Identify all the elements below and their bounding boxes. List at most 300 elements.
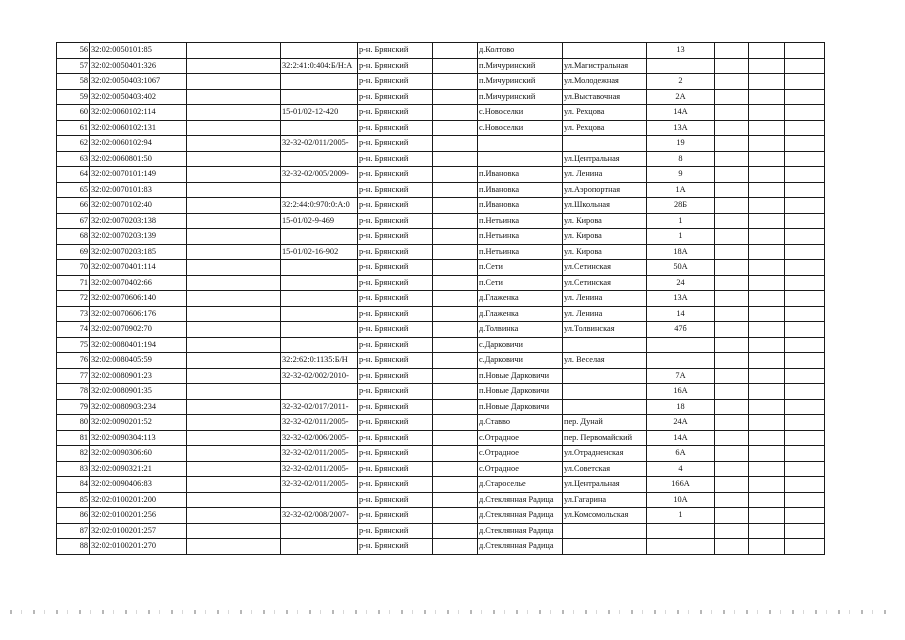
row-number: 75 [57, 337, 90, 353]
street [563, 399, 647, 415]
empty-cell [715, 151, 749, 167]
empty-cell [187, 446, 281, 462]
empty-cell [715, 244, 749, 260]
street [563, 539, 647, 555]
empty-cell [433, 461, 478, 477]
empty-cell [749, 74, 785, 90]
district: р-н. Брянский [358, 446, 433, 462]
locality: с.Дарковичи [478, 353, 563, 369]
empty-cell [749, 492, 785, 508]
street: ул. Ленина [563, 167, 647, 183]
locality: п.Новые Дарковичи [478, 368, 563, 384]
locality: с.Новоселки [478, 120, 563, 136]
row-number: 87 [57, 523, 90, 539]
house-number: 24А [647, 415, 715, 431]
district: р-н. Брянский [358, 322, 433, 338]
locality: д.Глаженка [478, 306, 563, 322]
district: р-н. Брянский [358, 291, 433, 307]
empty-cell [433, 244, 478, 260]
house-number: 1 [647, 508, 715, 524]
empty-cell [715, 167, 749, 183]
empty-cell [187, 368, 281, 384]
empty-cell [785, 337, 825, 353]
empty-cell [715, 492, 749, 508]
row-number: 57 [57, 58, 90, 74]
empty-cell [433, 477, 478, 493]
street: ул. Кирова [563, 229, 647, 245]
empty-cell [433, 446, 478, 462]
empty-cell [715, 523, 749, 539]
cadastral-number: 32:02:0090304:113 [90, 430, 187, 446]
empty-cell [785, 461, 825, 477]
empty-cell [187, 167, 281, 183]
registration-number [281, 229, 358, 245]
empty-cell [187, 151, 281, 167]
registration-number [281, 182, 358, 198]
registration-number: 32-32-02/011/2005- [281, 477, 358, 493]
empty-cell [715, 89, 749, 105]
empty-cell [187, 275, 281, 291]
table-row [57, 461, 825, 477]
row-number: 73 [57, 306, 90, 322]
table-row [57, 244, 825, 260]
district: р-н. Брянский [358, 43, 433, 59]
table-row [57, 275, 825, 291]
registration-number [281, 492, 358, 508]
locality: д.Колтово [478, 43, 563, 59]
registration-number [281, 120, 358, 136]
empty-cell [433, 260, 478, 276]
district: р-н. Брянский [358, 260, 433, 276]
house-number: 24 [647, 275, 715, 291]
empty-cell [433, 275, 478, 291]
district: р-н. Брянский [358, 244, 433, 260]
locality: д.Стеклянная Радица [478, 508, 563, 524]
table-row [57, 353, 825, 369]
table-row [57, 539, 825, 555]
empty-cell [187, 477, 281, 493]
empty-cell [749, 43, 785, 59]
house-number: 47б [647, 322, 715, 338]
register-rows [57, 43, 825, 555]
cadastral-number: 32:02:0070203:139 [90, 229, 187, 245]
registration-number [281, 43, 358, 59]
empty-cell [749, 58, 785, 74]
table-row [57, 120, 825, 136]
cadastral-number: 32:02:0060102:114 [90, 105, 187, 121]
row-number: 68 [57, 229, 90, 245]
empty-cell [433, 430, 478, 446]
house-number: 10А [647, 492, 715, 508]
locality: с.Новоселки [478, 105, 563, 121]
district: р-н. Брянский [358, 368, 433, 384]
empty-cell [433, 43, 478, 59]
empty-cell [715, 198, 749, 214]
house-number: 18А [647, 244, 715, 260]
empty-cell [187, 306, 281, 322]
street: ул.Отрадненская [563, 446, 647, 462]
table-row [57, 477, 825, 493]
empty-cell [749, 89, 785, 105]
empty-cell [433, 399, 478, 415]
cadastral-number: 32:02:0050401:326 [90, 58, 187, 74]
house-number: 1А [647, 182, 715, 198]
empty-cell [433, 306, 478, 322]
table-row [57, 43, 825, 59]
empty-cell [749, 539, 785, 555]
empty-cell [715, 306, 749, 322]
empty-cell [785, 306, 825, 322]
empty-cell [749, 105, 785, 121]
locality [478, 151, 563, 167]
empty-cell [433, 337, 478, 353]
row-number: 74 [57, 322, 90, 338]
empty-cell [715, 105, 749, 121]
empty-cell [715, 368, 749, 384]
table-row [57, 415, 825, 431]
cadastral-number: 32:02:0070606:140 [90, 291, 187, 307]
street: ул.Сетинская [563, 275, 647, 291]
district: р-н. Брянский [358, 523, 433, 539]
house-number: 13 [647, 43, 715, 59]
registration-number [281, 74, 358, 90]
cadastral-number: 32:02:0060102:131 [90, 120, 187, 136]
empty-cell [749, 198, 785, 214]
locality: п.Мичуринский [478, 58, 563, 74]
table-row [57, 306, 825, 322]
district: р-н. Брянский [358, 508, 433, 524]
empty-cell [433, 58, 478, 74]
cadastral-number: 32:02:0070401:114 [90, 260, 187, 276]
locality: п.Мичуринский [478, 74, 563, 90]
empty-cell [187, 415, 281, 431]
empty-cell [433, 105, 478, 121]
locality: д.Толвинка [478, 322, 563, 338]
empty-cell [433, 322, 478, 338]
district: р-н. Брянский [358, 353, 433, 369]
empty-cell [187, 43, 281, 59]
table-row [57, 167, 825, 183]
house-number [647, 58, 715, 74]
street: ул. Рехцова [563, 105, 647, 121]
empty-cell [749, 213, 785, 229]
empty-cell [749, 120, 785, 136]
empty-cell [187, 539, 281, 555]
house-number: 1 [647, 229, 715, 245]
empty-cell [785, 446, 825, 462]
empty-cell [715, 136, 749, 152]
street: ул. Кирова [563, 244, 647, 260]
empty-cell [187, 291, 281, 307]
empty-cell [187, 430, 281, 446]
row-number: 71 [57, 275, 90, 291]
street: ул.Центральная [563, 151, 647, 167]
district: р-н. Брянский [358, 198, 433, 214]
locality: с.Отрадное [478, 461, 563, 477]
street: ул.Магистральная [563, 58, 647, 74]
empty-cell [187, 337, 281, 353]
locality: п.Нетьинка [478, 229, 563, 245]
district: р-н. Брянский [358, 182, 433, 198]
district: р-н. Брянский [358, 430, 433, 446]
registration-number [281, 306, 358, 322]
row-number: 88 [57, 539, 90, 555]
street [563, 523, 647, 539]
empty-cell [785, 260, 825, 276]
house-number: 2 [647, 74, 715, 90]
property-register-table [56, 42, 825, 555]
table-row [57, 368, 825, 384]
empty-cell [785, 508, 825, 524]
empty-cell [785, 43, 825, 59]
empty-cell [187, 89, 281, 105]
empty-cell [749, 477, 785, 493]
locality: п.Ивановка [478, 198, 563, 214]
locality [478, 136, 563, 152]
empty-cell [715, 337, 749, 353]
cadastral-number: 32:02:0070101:149 [90, 167, 187, 183]
district: р-н. Брянский [358, 74, 433, 90]
house-number: 18 [647, 399, 715, 415]
house-number [647, 539, 715, 555]
empty-cell [785, 167, 825, 183]
street: ул.Центральная [563, 477, 647, 493]
cadastral-number: 32:02:0070606:176 [90, 306, 187, 322]
table-row [57, 58, 825, 74]
house-number: 28Б [647, 198, 715, 214]
empty-cell [715, 508, 749, 524]
empty-cell [785, 322, 825, 338]
district: р-н. Брянский [358, 229, 433, 245]
registration-number: 32-32-02/002/2010- [281, 368, 358, 384]
empty-cell [715, 430, 749, 446]
empty-cell [187, 213, 281, 229]
empty-cell [785, 198, 825, 214]
house-number: 7А [647, 368, 715, 384]
empty-cell [785, 368, 825, 384]
empty-cell [749, 415, 785, 431]
locality: п.Сети [478, 260, 563, 276]
empty-cell [785, 229, 825, 245]
house-number: 6А [647, 446, 715, 462]
empty-cell [187, 244, 281, 260]
empty-cell [187, 399, 281, 415]
empty-cell [785, 430, 825, 446]
house-number: 8 [647, 151, 715, 167]
district: р-н. Брянский [358, 477, 433, 493]
table-row [57, 492, 825, 508]
empty-cell [749, 167, 785, 183]
empty-cell [749, 508, 785, 524]
district: р-н. Брянский [358, 415, 433, 431]
empty-cell [715, 322, 749, 338]
row-number: 63 [57, 151, 90, 167]
table-row [57, 384, 825, 400]
registration-number: 32-32-02/011/2005- [281, 136, 358, 152]
house-number [647, 337, 715, 353]
empty-cell [749, 291, 785, 307]
locality: с.Отрадное [478, 446, 563, 462]
row-number: 70 [57, 260, 90, 276]
locality: п.Новые Дарковичи [478, 384, 563, 400]
street [563, 384, 647, 400]
empty-cell [187, 58, 281, 74]
row-number: 64 [57, 167, 90, 183]
house-number: 4 [647, 461, 715, 477]
empty-cell [785, 213, 825, 229]
street: ул.Школьная [563, 198, 647, 214]
empty-cell [433, 182, 478, 198]
empty-cell [187, 136, 281, 152]
street [563, 136, 647, 152]
registration-number: 32:2:62:0:1135:Б/Н [281, 353, 358, 369]
cadastral-number: 32:02:0100201:257 [90, 523, 187, 539]
empty-cell [715, 446, 749, 462]
empty-cell [715, 58, 749, 74]
district: р-н. Брянский [358, 89, 433, 105]
empty-cell [187, 105, 281, 121]
empty-cell [785, 151, 825, 167]
registration-number: 15-01/02-9-469 [281, 213, 358, 229]
registration-number [281, 151, 358, 167]
empty-cell [749, 322, 785, 338]
table-row [57, 399, 825, 415]
registration-number: 32:2:41:0:404:Б/Н:А [281, 58, 358, 74]
cadastral-number: 32:02:0090406:83 [90, 477, 187, 493]
empty-cell [433, 136, 478, 152]
registration-number [281, 322, 358, 338]
registration-number [281, 275, 358, 291]
empty-cell [785, 384, 825, 400]
empty-cell [749, 461, 785, 477]
empty-cell [785, 105, 825, 121]
empty-cell [433, 291, 478, 307]
empty-cell [715, 120, 749, 136]
district: р-н. Брянский [358, 306, 433, 322]
empty-cell [785, 89, 825, 105]
empty-cell [749, 244, 785, 260]
cadastral-number: 32:02:0070203:185 [90, 244, 187, 260]
row-number: 85 [57, 492, 90, 508]
empty-cell [715, 461, 749, 477]
district: р-н. Брянский [358, 461, 433, 477]
empty-cell [187, 322, 281, 338]
district: р-н. Брянский [358, 105, 433, 121]
district: р-н. Брянский [358, 337, 433, 353]
district: р-н. Брянский [358, 136, 433, 152]
cadastral-number: 32:02:0070402:66 [90, 275, 187, 291]
house-number [647, 523, 715, 539]
row-number: 56 [57, 43, 90, 59]
empty-cell [749, 446, 785, 462]
empty-cell [749, 430, 785, 446]
empty-cell [749, 353, 785, 369]
street [563, 43, 647, 59]
district: р-н. Брянский [358, 151, 433, 167]
empty-cell [749, 136, 785, 152]
locality: д.Ставво [478, 415, 563, 431]
empty-cell [433, 415, 478, 431]
empty-cell [715, 74, 749, 90]
locality: д.Стеклянная Радица [478, 539, 563, 555]
row-number: 65 [57, 182, 90, 198]
empty-cell [785, 353, 825, 369]
registration-number: 32-32-02/011/2005- [281, 415, 358, 431]
empty-cell [187, 492, 281, 508]
empty-cell [715, 260, 749, 276]
cadastral-number: 32:02:0080405:59 [90, 353, 187, 369]
row-number: 81 [57, 430, 90, 446]
registration-number [281, 384, 358, 400]
registration-number: 15-01/02-12-420 [281, 105, 358, 121]
empty-cell [187, 74, 281, 90]
cadastral-number: 32:02:0090321:21 [90, 461, 187, 477]
house-number: 14 [647, 306, 715, 322]
street: ул. Ленина [563, 291, 647, 307]
cadastral-number: 32:02:0070101:83 [90, 182, 187, 198]
house-number: 50А [647, 260, 715, 276]
locality: п.Ивановка [478, 182, 563, 198]
street: ул.Гагарина [563, 492, 647, 508]
row-number: 58 [57, 74, 90, 90]
cadastral-number: 32:02:0100201:200 [90, 492, 187, 508]
locality: д.Староселье [478, 477, 563, 493]
street: пер. Дунай [563, 415, 647, 431]
locality: п.Сети [478, 275, 563, 291]
empty-cell [749, 275, 785, 291]
empty-cell [785, 492, 825, 508]
locality: д.Стеклянная Радица [478, 492, 563, 508]
street: ул.Толвинская [563, 322, 647, 338]
row-number: 86 [57, 508, 90, 524]
empty-cell [433, 167, 478, 183]
street: ул. Веселая [563, 353, 647, 369]
table-row [57, 322, 825, 338]
table-row [57, 337, 825, 353]
empty-cell [785, 136, 825, 152]
house-number: 13А [647, 120, 715, 136]
house-number: 16А [647, 384, 715, 400]
empty-cell [715, 399, 749, 415]
cadastral-number: 32:02:0090201:52 [90, 415, 187, 431]
empty-cell [749, 337, 785, 353]
empty-cell [187, 260, 281, 276]
house-number: 2А [647, 89, 715, 105]
empty-cell [187, 198, 281, 214]
empty-cell [785, 58, 825, 74]
table-row [57, 182, 825, 198]
street: ул.Сетинская [563, 260, 647, 276]
empty-cell [785, 539, 825, 555]
street [563, 337, 647, 353]
table-row [57, 151, 825, 167]
registration-number [281, 89, 358, 105]
district: р-н. Брянский [358, 539, 433, 555]
cadastral-number: 32:02:0090306:60 [90, 446, 187, 462]
locality: с.Дарковичи [478, 337, 563, 353]
empty-cell [785, 120, 825, 136]
empty-cell [715, 275, 749, 291]
registration-number [281, 291, 358, 307]
house-number: 9 [647, 167, 715, 183]
street: ул.Аэропортная [563, 182, 647, 198]
row-number: 69 [57, 244, 90, 260]
locality: п.Мичуринский [478, 89, 563, 105]
locality: п.Ивановка [478, 167, 563, 183]
street: ул.Советская [563, 461, 647, 477]
cadastral-number: 32:02:0080401:194 [90, 337, 187, 353]
row-number: 62 [57, 136, 90, 152]
